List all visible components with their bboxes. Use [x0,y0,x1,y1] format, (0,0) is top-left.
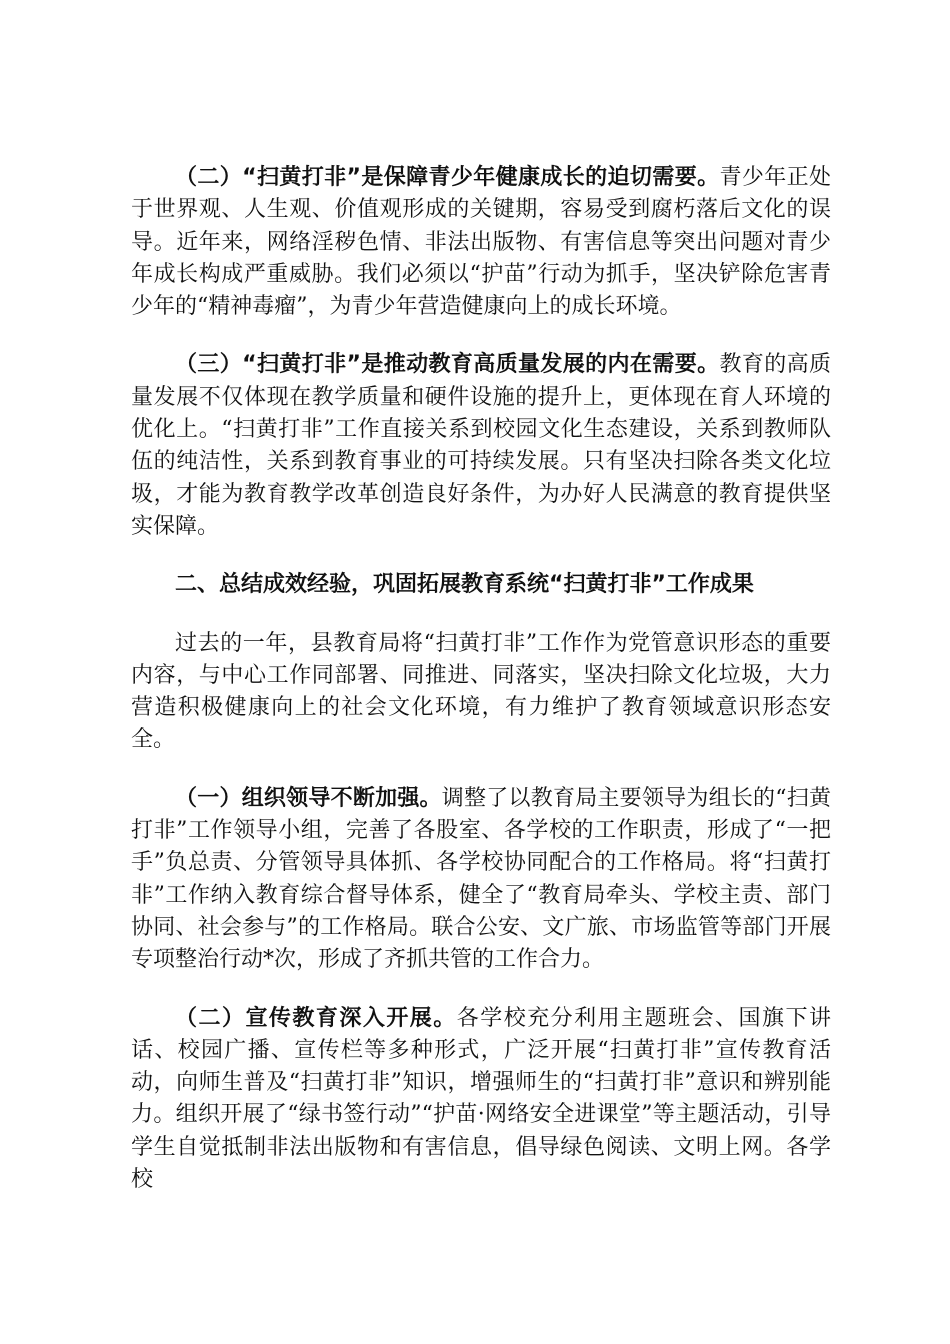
paragraph-lead: （三）“扫黄打非”是推动教育高质量发展的内在需要。 [175,352,720,378]
paragraph-body: 青少年正处于世界观、人生观、价值观形成的关键期，容易受到腐朽落后文化的误导。近年来，网络淫秽色情、非法出版物、有害信息等突出问题对青少年成长构成严重威胁。我们必须以“护苗”行动为抓手，坚决铲除危害青少年的“精神毒瘤”，为青少年营造健康向上的成长环境。 [131,165,831,320]
paragraph-youth-protection [131,162,831,323]
paragraph-body: 教育的高质量发展不仅体现在教学质量和硬件设施的提升上，更体现在育人环境的优化上。“扫黄打非”工作直接关系到校园文化生态建设，关系到教师队伍的纯洁性，关系到教育事业的可持续发展。只有坚决扫除各类文化垃圾，才能为教育教学改革创造良好条件，为办好人民满意的教育提供坚实保障。 [131,352,831,539]
document-page [131,162,831,1196]
paragraph-body: 调整了以教育局主要领导为组长的“扫黄打非”工作领导小组，完善了各股室、各学校的工作职责，形成了“一把手”负总责、分管领导具体抓、各学校协同配合的工作格局。将“扫黄打非”工作纳入教育综合督导体系，健全了“教育局牵头、学校主责、部门协同、社会参与”的工作格局。联合公安、文广旅、市场监管等部门开展专项整治行动*次，形成了齐抓共管的工作合力。 [131,785,831,973]
paragraph-publicity-education [131,1003,831,1197]
paragraph-organization-leadership [131,783,831,977]
paragraph-past-year-summary [131,628,831,757]
paragraph-lead: （二）“扫黄打非”是保障青少年健康成长的迫切需要。 [175,165,720,190]
paragraph-body: 各学校充分利用主题班会、国旗下讲话、校园广播、宣传栏等多种形式，广泛开展“扫黄打非”宣传教育活动，向师生普及“扫黄打非”知识，增强师生的“扫黄打非”意识和辨别能力。组织开展了“绿书签行动”“护苗·网络安全进课堂”等主题活动，引导学生自觉抵制非法出版物和有害信息，倡导绿色阅读、文明上网。各学校 [131,1005,831,1193]
paragraph-lead: （二）宣传教育深入开展。 [175,1005,457,1031]
paragraph-lead: （一）组织领导不断加强。 [175,785,442,811]
paragraph-body: 过去的一年，县教育局将“扫黄打非”工作作为党管意识形态的重要内容，与中心工作同部署、同推进、同落实，坚决扫除文化垃圾，大力营造积极健康向上的社会文化环境，有力维护了教育领域意识形态安全。 [131,630,831,753]
section-heading: 二、总结成效经验，巩固拓展教育系统“扫黄打非”工作成果 [175,572,754,598]
paragraph-education-development [131,349,831,543]
